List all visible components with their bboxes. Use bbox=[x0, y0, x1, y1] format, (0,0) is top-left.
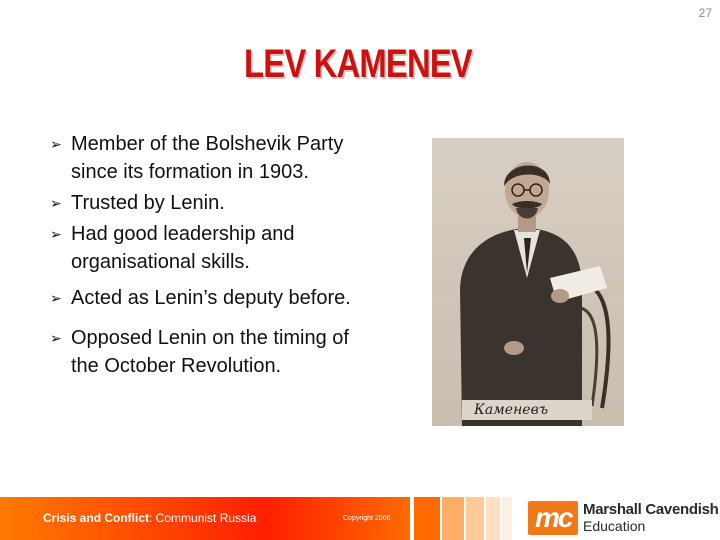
bullet-list bbox=[50, 128, 360, 380]
bullet-text: Acted as Lenin’s deputy before. bbox=[71, 287, 351, 309]
list-item bbox=[50, 284, 360, 312]
bullet-text: Opposed Lenin on the timing of the October Revolution. bbox=[71, 327, 349, 377]
bullet-text: Had good leadership and organisational skills. bbox=[71, 223, 295, 273]
mc-logo-icon bbox=[528, 501, 578, 535]
footer-color-blocks bbox=[410, 497, 522, 540]
arrow-bullet-icon: ➢ bbox=[50, 136, 62, 152]
publisher-name: Marshall Cavendish bbox=[583, 501, 719, 518]
list-item bbox=[50, 130, 360, 186]
list-item bbox=[50, 189, 360, 217]
bullet-text: Member of the Bolshevik Party since its formation in 1903. bbox=[71, 133, 344, 183]
arrow-bullet-icon: ➢ bbox=[50, 195, 62, 211]
course-title-rest: : Communist Russia bbox=[149, 511, 257, 525]
copyright-text: Copyright 2006 bbox=[343, 515, 391, 522]
color-block bbox=[502, 497, 512, 540]
course-title bbox=[43, 511, 256, 525]
course-title-bold: Crisis and Conflict bbox=[43, 511, 150, 525]
logo-mark-text: mc bbox=[535, 502, 572, 533]
color-block bbox=[486, 497, 500, 540]
arrow-bullet-icon: ➢ bbox=[50, 226, 62, 242]
portrait-illustration bbox=[432, 138, 624, 426]
portrait-photo bbox=[432, 138, 624, 426]
photo-signature: Каменевъ bbox=[474, 402, 549, 418]
list-item bbox=[50, 220, 360, 276]
footer bbox=[0, 497, 720, 540]
slide-title: LEV KAMENEV bbox=[244, 42, 472, 86]
list-item bbox=[50, 324, 360, 380]
color-block bbox=[466, 497, 484, 540]
color-block bbox=[442, 497, 464, 540]
arrow-bullet-icon: ➢ bbox=[50, 290, 62, 306]
arrow-bullet-icon: ➢ bbox=[50, 330, 62, 346]
publisher-division: Education bbox=[583, 518, 646, 534]
page-number: 27 bbox=[698, 6, 712, 20]
bullet-text: Trusted by Lenin. bbox=[71, 192, 225, 214]
color-block bbox=[414, 497, 440, 540]
